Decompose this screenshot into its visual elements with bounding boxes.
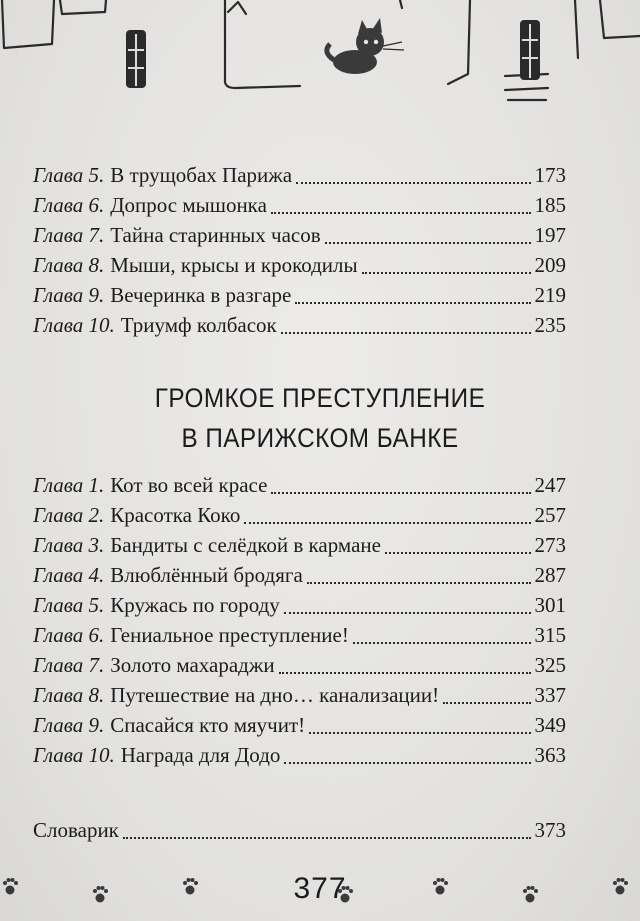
chapter-page: 325	[534, 653, 566, 677]
chapter-title: Гениальное преступление!	[110, 623, 349, 647]
leader-dots	[353, 642, 531, 644]
chapter-number: Глава 6.	[33, 623, 105, 647]
leader-dots	[244, 522, 530, 524]
toc-entry	[33, 680, 566, 710]
toc-entry	[33, 560, 566, 590]
chapter-number: Глава 1.	[33, 473, 105, 497]
toc-entry	[33, 470, 566, 500]
chapter-title: Спасайся кто мяучит!	[110, 713, 306, 737]
leader-dots	[281, 332, 531, 334]
leader-dots	[295, 302, 530, 304]
section-title-line-2: В ПАРИЖСКОМ БАНКЕ	[181, 423, 459, 453]
chapter-page: 235	[534, 313, 566, 337]
chapter-page: 273	[534, 533, 566, 557]
chapter-page: 315	[534, 623, 566, 647]
chapter-title: Триумф колбасок	[120, 313, 277, 337]
toc-entry	[33, 530, 566, 560]
chapter-page: 197	[534, 223, 566, 247]
chapter-number: Глава 4.	[33, 563, 105, 587]
section-title-line-1: ГРОМКОЕ ПРЕСТУПЛЕНИЕ	[154, 383, 486, 413]
chapter-title: Красотка Коко	[110, 503, 241, 527]
toc-entry	[33, 620, 566, 650]
chapter-page: 363	[534, 743, 566, 767]
glossary-page: 373	[534, 818, 566, 842]
chapter-title: Вечеринка в разгаре	[110, 283, 292, 307]
chapter-page: 219	[534, 283, 566, 307]
leader-dots	[325, 242, 531, 244]
rooftop-cat-illustration-icon	[0, 0, 640, 115]
chapter-number: Глава 9.	[33, 713, 105, 737]
toc-entry	[33, 740, 566, 770]
toc-entry	[33, 650, 566, 680]
toc-entry	[33, 160, 566, 190]
leader-dots	[307, 582, 531, 584]
chapter-title: Кружась по городу	[110, 593, 280, 617]
toc-entry	[33, 220, 566, 250]
chapter-title: В трущобах Парижа	[110, 163, 293, 187]
chapter-title: Бандиты с селёдкой в кармане	[110, 533, 381, 557]
toc-entry	[33, 710, 566, 740]
chapter-title: Путешествие на дно… канализации!	[110, 683, 440, 707]
toc-entry	[33, 190, 566, 220]
toc-part-1	[33, 160, 566, 340]
chapter-number: Глава 8.	[33, 253, 105, 277]
leader-dots	[284, 762, 530, 764]
chapter-title: Влюблённый бродяга	[110, 563, 303, 587]
chapter-number: Глава 3.	[33, 533, 105, 557]
chapter-number: Глава 7.	[33, 223, 105, 247]
leader-dots	[296, 182, 530, 184]
toc-entry	[33, 500, 566, 530]
leader-dots	[385, 552, 531, 554]
chapter-page: 173	[534, 163, 566, 187]
toc-entry	[33, 280, 566, 310]
leader-dots	[309, 732, 530, 734]
glossary-entry	[33, 815, 566, 845]
glossary-title: Словарик	[33, 818, 119, 842]
chapter-title: Кот во всей красе	[110, 473, 268, 497]
section-title	[32, 378, 608, 458]
chapter-page: 209	[534, 253, 566, 277]
page-number: 377	[293, 872, 347, 905]
chapter-page: 337	[534, 683, 566, 707]
leader-dots	[443, 702, 530, 704]
chapter-page: 247	[534, 473, 566, 497]
chapter-number: Глава 5.	[33, 593, 105, 617]
toc-entry	[33, 590, 566, 620]
chapter-number: Глава 6.	[33, 193, 105, 217]
toc-part-2	[33, 470, 566, 770]
chapter-page: 349	[534, 713, 566, 737]
toc-entry	[33, 250, 566, 280]
chapter-title: Мыши, крысы и крокодилы	[110, 253, 358, 277]
chapter-title: Золото махараджи	[110, 653, 275, 677]
leader-dots	[279, 672, 531, 674]
chapter-number: Глава 8.	[33, 683, 105, 707]
chapter-title: Тайна старинных часов	[110, 223, 321, 247]
leader-dots	[271, 492, 530, 494]
chapter-number: Глава 10.	[33, 743, 115, 767]
chapter-number: Глава 9.	[33, 283, 105, 307]
chapter-page: 287	[534, 563, 566, 587]
leader-dots	[362, 272, 531, 274]
chapter-number: Глава 5.	[33, 163, 105, 187]
leader-dots	[271, 212, 531, 214]
chapter-number: Глава 2.	[33, 503, 105, 527]
chapter-title: Награда для Додо	[120, 743, 281, 767]
chapter-page: 185	[534, 193, 566, 217]
chapter-number: Глава 7.	[33, 653, 105, 677]
toc-entry	[33, 310, 566, 340]
leader-dots	[284, 612, 531, 614]
chapter-page: 301	[534, 593, 566, 617]
leader-dots	[123, 837, 531, 839]
chapter-title: Допрос мышонка	[110, 193, 267, 217]
chapter-number: Глава 10.	[33, 313, 115, 337]
chapter-page: 257	[534, 503, 566, 527]
